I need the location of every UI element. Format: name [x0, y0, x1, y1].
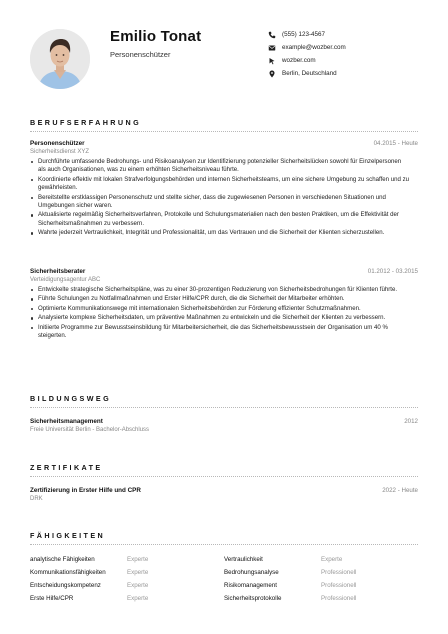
contact-website-text[interactable]: wozber.com: [282, 57, 316, 64]
skill-name: Bedrohungsanalyse: [224, 569, 279, 576]
skill-level: Experte: [127, 556, 149, 563]
skill-level: Professionell: [321, 582, 357, 589]
education-date: 2012: [404, 418, 418, 425]
skill-name: Entscheidungskompetenz: [30, 582, 101, 589]
skill-level: Experte: [127, 595, 149, 602]
skill-row: [30, 553, 418, 566]
skill-row: [30, 592, 418, 605]
email-icon: [268, 44, 276, 52]
job-bullet: Wahrte jederzeit Vertraulichkeit, Integrität und Professionalität, um das Vertrauen und die Sicherheit der Klienten sicherzustellen.: [30, 229, 410, 237]
contact-email-text[interactable]: example@wozber.com: [282, 44, 346, 51]
job-bullet: Initiierte Programme zur Bewusstseinsbildung für Mitarbeitersicherheit, die das Sicherheitsbewusstsein der Organisation um 40 % steigerten.: [30, 324, 410, 341]
skill-row: [30, 566, 418, 579]
job-date: 01.2012 - 03.2015: [367, 268, 418, 275]
contact-location-text: Berlin, Deutschland: [282, 70, 337, 77]
contact-email: [268, 41, 346, 54]
job-bullet-list: [30, 286, 410, 342]
profile-photo-image: [30, 29, 90, 89]
skill-name: Erste Hilfe/CPR: [30, 595, 74, 602]
link-icon: [268, 57, 276, 65]
avatar: [30, 29, 90, 89]
skills-grid: [30, 553, 418, 605]
section-title-certificates: ZERTIFIKATE: [30, 463, 103, 472]
contact-location: [268, 67, 346, 80]
job-bullet: Durchführte umfassende Bedrohungs- und Risikoanalysen zur Identifizierung potenzieller Sicherheitslücken sowohl für Einzelpersonen als auch Organisationen, was zu einem erhöhten Sicherheitsniveau führte.: [30, 158, 410, 175]
skill-name: Sicherheitsprotokolle: [224, 595, 282, 602]
job-company: Sicherheitsdienst XYZ: [30, 149, 90, 155]
section-divider: [30, 476, 418, 477]
education-title: Sicherheitsmanagement: [30, 418, 103, 425]
job-bullet: Koordinierte effektiv mit lokalen Strafverfolgungsbehörden und internen Sicherheitsteams, um eine sichere Umgebung zu schaffen und zu gewährleisten.: [30, 176, 410, 193]
phone-icon: [268, 31, 276, 39]
certificate-title: Zertifizierung in Erster Hilfe und CPR: [30, 487, 141, 494]
section-divider: [30, 131, 418, 132]
candidate-role: Personenschützer: [110, 50, 171, 59]
skill-level: Experte: [321, 556, 343, 563]
job-title: Sicherheitsberater: [30, 268, 86, 275]
skill-level: Professionell: [321, 569, 357, 576]
skill-name: Kommunikationsfähigkeiten: [30, 569, 106, 576]
contact-phone: [268, 28, 346, 41]
skill-name: Vertraulichkeit: [224, 556, 263, 563]
section-title-skills: FÄHIGKEITEN: [30, 531, 106, 540]
location-pin-icon: [268, 70, 276, 78]
job-bullet: Analysierte komplexe Sicherheitsdaten, um präventive Maßnahmen zu entwickeln und die Sicherheit der Klienten zu verbessern.: [30, 314, 410, 322]
contact-phone-text: (555) 123-4567: [282, 31, 326, 38]
job-bullet-list: [30, 158, 410, 239]
job-bullet: Aktualisierte regelmäßig Sicherheitsverfahren, Protokolle und Schulungsmaterialien nach den besten Praktiken, um die Effektivität der Sicherheitsmaßnahmen zu verbessern.: [30, 211, 410, 228]
certificate-issuer: DRK: [30, 496, 43, 502]
job-bullet: Entwickelte strategische Sicherheitspläne, was zu einer 30-prozentigen Reduzierung von Sicherheitsbedrohungen für Klienten führte.: [30, 286, 410, 294]
section-title-experience: BERUFSERFAHRUNG: [30, 118, 142, 127]
job-date: 04.2015 - Heute: [373, 140, 418, 147]
skill-row: [30, 579, 418, 592]
skill-name: analytische Fähigkeiten: [30, 556, 95, 563]
section-divider: [30, 407, 418, 408]
skill-level: Experte: [127, 582, 149, 589]
contact-website: [268, 54, 346, 67]
certificate-date: 2022 - Heute: [382, 487, 418, 494]
education-institution: Freie Universität Berlin - Bachelor-Abschluss: [30, 427, 150, 433]
section-title-education: BILDUNGSWEG: [30, 394, 112, 403]
job-title: Personenschützer: [30, 140, 85, 147]
skill-level: Professionell: [321, 595, 357, 602]
candidate-name: Emilio Tonat: [110, 28, 202, 45]
job-bullet: Bereitstellte erstklassigen Personenschutz und stellte sicher, dass die zugewiesenen Personen in verschiedenen Situationen und Umgebungen sicher waren.: [30, 194, 410, 211]
job-company: Verteidigungsagentur ABC: [30, 277, 101, 283]
contact-list: [268, 28, 346, 80]
section-divider: [30, 544, 418, 545]
job-bullet: Optimierte Kommunikationswege mit internationalen Sicherheitsbehörden zur Förderung effizienter Schutzmaßnahmen.: [30, 305, 410, 313]
skill-name: Risikomanagement: [224, 582, 277, 589]
job-bullet: Führte Schulungen zu Notfallmaßnahmen und Erster Hilfe/CPR durch, die die Sicherheit der Mitarbeiter erhöhten.: [30, 295, 410, 303]
skill-level: Experte: [127, 569, 149, 576]
